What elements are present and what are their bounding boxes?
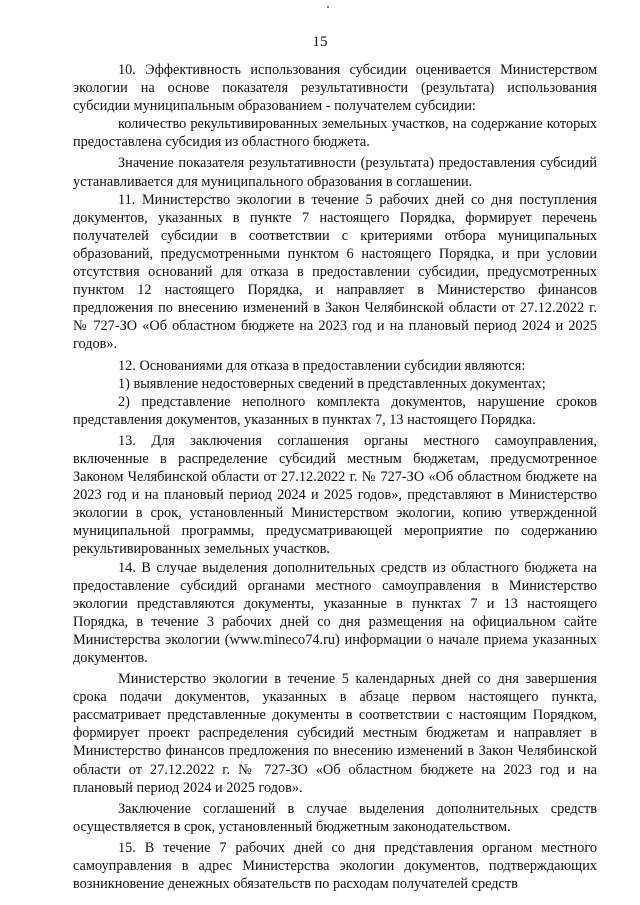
paragraph-10: 10. Эффективность использования субсидии оценивается Министерством экологии на основе показателя результативности (результата) использования субсидии муниципальным образованием - получателем субсидии:	[73, 62, 597, 115]
scan-mark	[327, 6, 329, 8]
paragraph-14-review: Министерство экологии в течение 5 календарных дней со дня завершения срока подачи документов, указанных в абзаце первом настоящего пункта, рассматривает представленные документы в соответствии с настоящим Порядком, формирует проект распределения субсидий местным бюджетам и направляет в Министерство финансов предложения по внесению изменений в Закон Челябинской области от 27.12.2022 г. № 727-ЗО «Об областном бюджете на 2023 год и на плановый период 2024 и 2025 годов».	[73, 671, 597, 796]
paragraph-13: 13. Для заключения соглашения органы местного самоуправления, включенные в распределение субсидий местным бюджетам, предусмотренное Законом Челябинской области от 27.12.2022 г. № 727-ЗО «Об областном бюджете на 2023 год и на плановый период 2024 и 2025 годов», представляют в Министерство экологии в срок, установленный Министерством экологии, копию утвержденной муниципальной программы, предусматривающей мероприятие по содержанию рекультивированных земельных участков.	[73, 432, 597, 558]
paragraph-11: 11. Министерство экологии в течение 5 рабочих дней со дня поступления документов, указанных в пункте 7 настоящего Порядка, формирует перечень получателей субсидии в соответствии с критериями отбора муниципальных образований, предусмотренными пунктом 6 настоящего Порядка, и при условии отсутствия оснований для отказа в предоставлении субсидии, предусмотренных пунктом 12 настоящего Порядка, и направляет в Министерство финансов предложения по внесению изменений в Закон Челябинской области от 27.12.2022 г. № 727-ЗО «Об областном бюджете на 2023 год и на плановый период 2024 и 2025 годов».	[73, 191, 597, 353]
paragraph-14-agreements: Заключение соглашений в случае выделения дополнительных средств осуществляется в срок, установленный бюджетным законодательством.	[73, 800, 597, 835]
document-body	[73, 61, 597, 893]
paragraph-12-item-2: 2) представление неполного комплекта документов, нарушение сроков представления документов, указанных в пунктах 7, 13 настоящего Порядка.	[73, 393, 597, 428]
paragraph-10-value: Значение показателя результативности (результата) предоставления субсидий устанавливается для муниципального образования в соглашении.	[73, 155, 597, 190]
paragraph-12: 12. Основаниями для отказа в предоставлении субсидии являются:	[118, 357, 526, 374]
page-number: 15	[312, 34, 328, 50]
paragraph-14: 14. В случае выделения дополнительных средств из областного бюджета на предоставление субсидий органами местного самоуправления в Министерство экологии представляются документы, указанные в пунктах 7 и 13 настоящего Порядка, в течение 3 рабочих дней со дня размещения на официальном сайте Министерства экологии (www.mineco74.ru) информации о начале приема указанных документов.	[73, 559, 597, 666]
paragraph-10-indicator: количество рекультивированных земельных участков, на содержание которых предоставлена субсидия из областного бюджета.	[73, 116, 597, 151]
paragraph-15: 15. В течение 7 рабочих дней со дня представления органом местного самоуправления в адрес Министерства экологии документов, подтверждающих возникновение денежных обязательств по расходам получателей средств	[73, 839, 597, 893]
paragraph-12-item-1: 1) выявление недостоверных сведений в представленных документах;	[118, 375, 546, 392]
